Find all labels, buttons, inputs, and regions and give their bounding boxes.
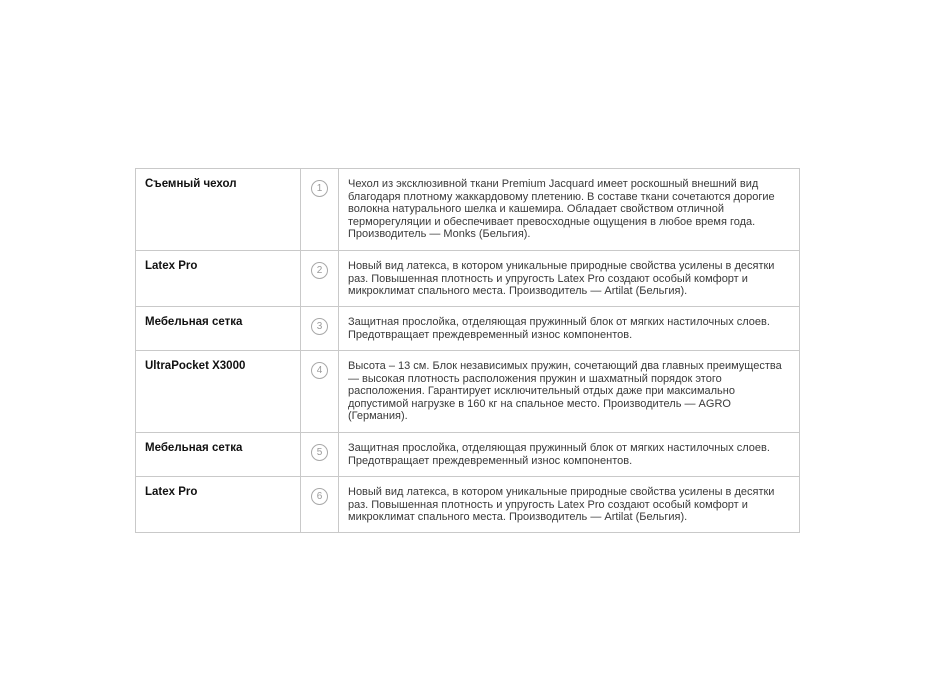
layer-number-badge: 5 — [311, 444, 328, 461]
layer-number-badge: 1 — [311, 180, 328, 197]
layer-number-badge: 2 — [311, 262, 328, 279]
table-row — [136, 251, 800, 307]
layer-number-badge: 6 — [311, 488, 328, 505]
layer-name: Съемный чехол — [136, 169, 301, 251]
table-row — [136, 307, 800, 351]
layer-description: Защитная прослойка, отделяющая пружинный блок от мягких настилочных слоев. Предотвращает преждевременный износ компонентов. — [339, 307, 800, 351]
layer-name: Мебельная сетка — [136, 433, 301, 477]
layer-number-badge: 3 — [311, 318, 328, 335]
layer-description: Чехол из эксклюзивной ткани Premium Jacquard имеет роскошный внешний вид благодаря плотному жаккардовому плетению. В составе ткани сочетаются дорогие волокна натурального шелка и кашемира. Обладает свойством отличной терморегуляции и обеспечивает превосходные ощущения в любое время года. Производитель — Monks (Бельгия). — [339, 169, 800, 251]
table-row — [136, 351, 800, 433]
layer-name: Latex Pro — [136, 251, 301, 307]
layer-description: Защитная прослойка, отделяющая пружинный блок от мягких настилочных слоев. Предотвращает преждевременный износ компонентов. — [339, 433, 800, 477]
layer-description: Высота – 13 см. Блок независимых пружин, сочетающий два главных преимущества — высокая плотность расположения пружин и шахматный порядок этого расположения. Гарантирует исключительный отдых даже при максимально допустимой нагрузке в 160 кг на спальное место. Производитель — AGRO (Германия). — [339, 351, 800, 433]
layer-name: Latex Pro — [136, 477, 301, 533]
table-row — [136, 169, 800, 251]
layer-description: Новый вид латекса, в котором уникальные природные свойства усилены в десятки раз. Повышенная плотность и упругость Latex Pro создают особый комфорт и микроклимат спального места. Производитель — Artilat (Бельгия). — [339, 477, 800, 533]
mattress-layers-table — [135, 168, 800, 533]
layer-name: Мебельная сетка — [136, 307, 301, 351]
layer-name: UltraPocket X3000 — [136, 351, 301, 433]
table-row — [136, 477, 800, 533]
layer-description: Новый вид латекса, в котором уникальные природные свойства усилены в десятки раз. Повышенная плотность и упругость Latex Pro создают особый комфорт и микроклимат спального места. Производитель — Artilat (Бельгия). — [339, 251, 800, 307]
layer-number-badge: 4 — [311, 362, 328, 379]
table-row — [136, 433, 800, 477]
